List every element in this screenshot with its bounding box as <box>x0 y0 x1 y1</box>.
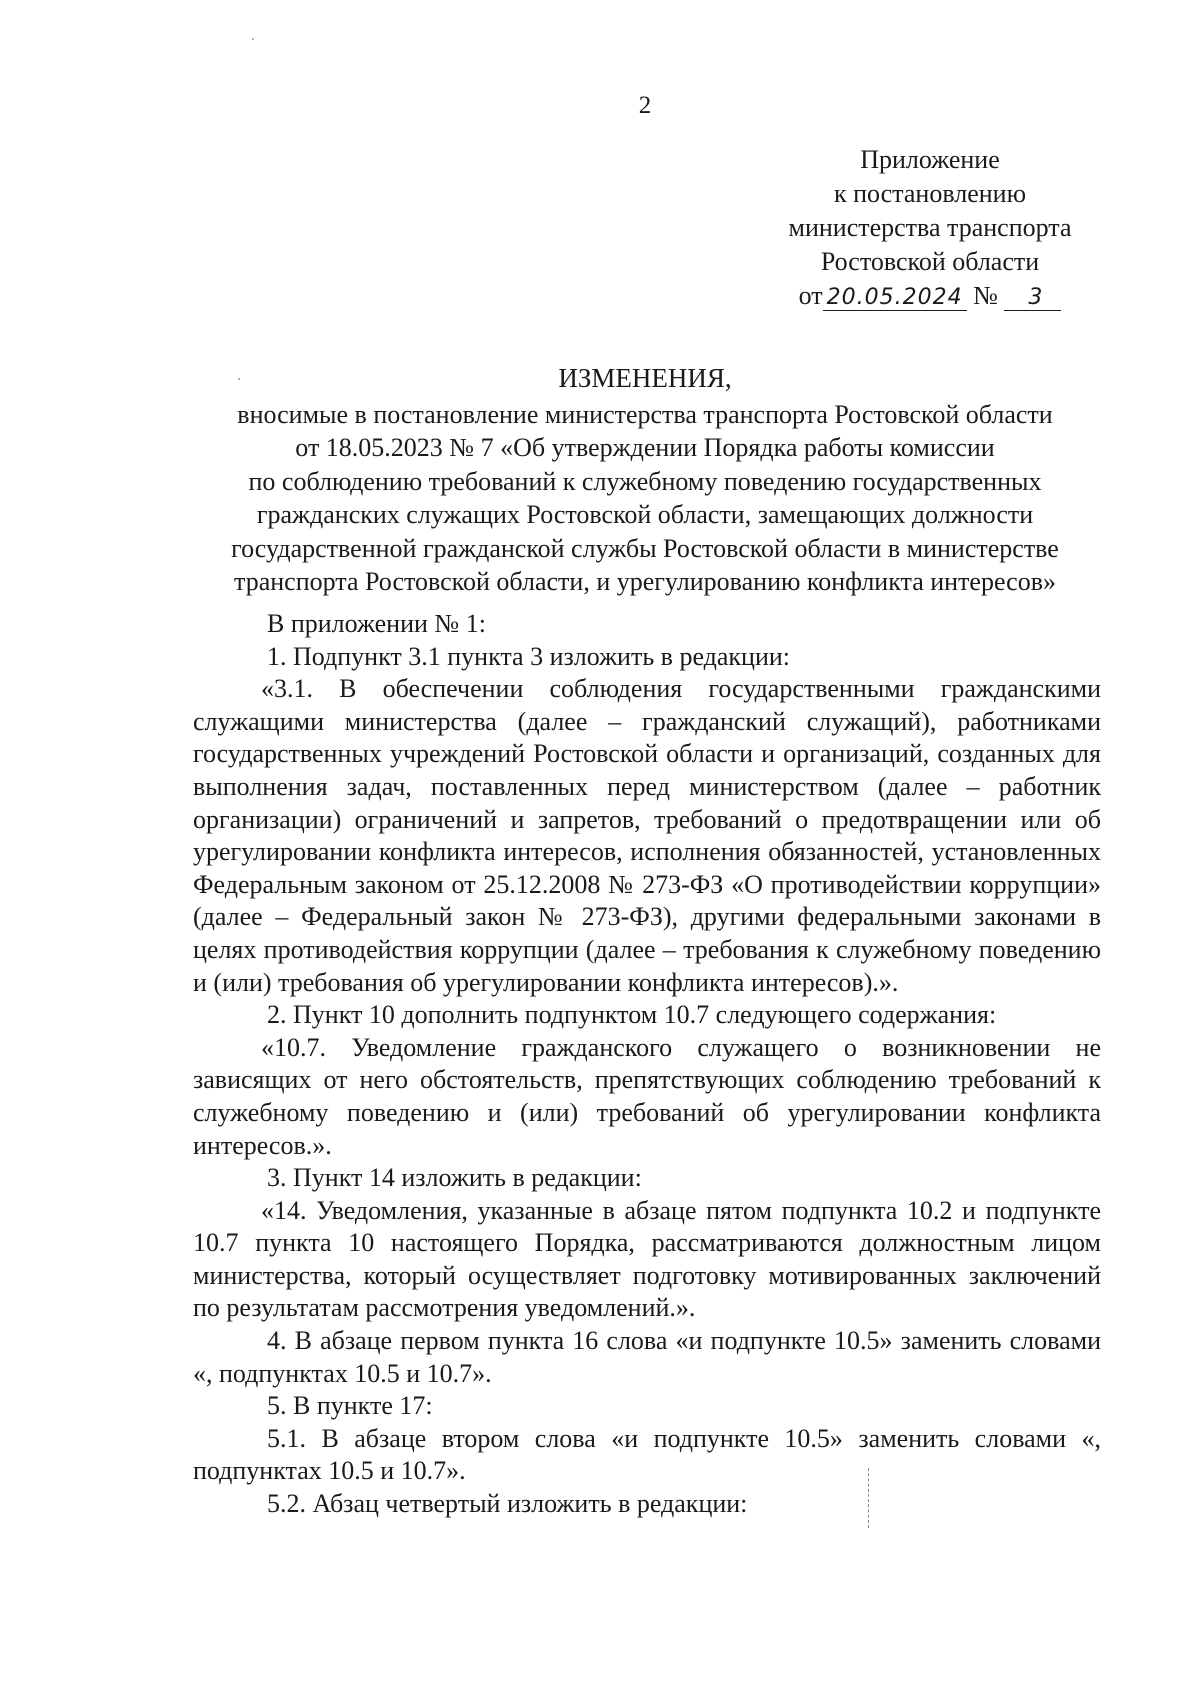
body-paragraph: 4. В абзаце первом пункта 16 слова «и подпункте 10.5» заменить словами «, подпунктах 10.5 и 10.7». <box>193 1326 1101 1388</box>
handwritten-number: 3 <box>1004 286 1061 311</box>
body-paragraph: «3.1. В обеспечении соблюдения государственными гражданскими служащими министерства (далее – гражданский служащий), работниками государственных учреждений Ростовской области и организаций, созданных для выполнения задач, поставленных перед министерством (далее – работник организации) ограничений и запретов, требований о предотвращении или об урегулировании конфликта интересов, исполнения обязанностей, установленных Федеральным законом от 25.12.2008 № 273-ФЗ «О противодействии коррупции» (далее – Федеральный закон № 273-ФЗ), другими федеральными законами в целях противодействия коррупции (далее – требования к служебному поведению и (или) требования об урегулировании конфликта интересов).». <box>193 674 1101 997</box>
body-paragraph: 2. Пункт 10 дополнить подпунктом 10.7 следующего содержания: <box>267 1000 997 1030</box>
title-line: по соблюдению требований к служебному поведению государственных <box>248 466 1042 496</box>
document-title <box>150 362 1140 599</box>
document-body <box>193 608 1101 1521</box>
appendix-block <box>760 143 1100 313</box>
body-paragraph: 5. В пункте 17: <box>267 1391 433 1421</box>
title-line: от 18.05.2023 № 7 «Об утверждении Порядка работы комиссии <box>295 433 995 462</box>
appendix-date-line <box>760 279 1100 313</box>
title-heading: ИЗМЕНЕНИЯ, <box>558 363 732 393</box>
body-paragraph: 1. Подпункт 3.1 пункта 3 изложить в редакции: <box>267 641 791 671</box>
handwritten-date: 20.05.2024 <box>823 286 967 311</box>
title-line: гражданских служащих Ростовской области, замещающих должности <box>256 500 1034 529</box>
scan-artifact-line <box>868 1468 869 1528</box>
body-paragraph: 5.2. Абзац четвертый изложить в редакции: <box>267 1489 748 1519</box>
appendix-line: к постановлению <box>833 179 1027 208</box>
scan-speck <box>238 378 240 380</box>
body-paragraph: 5.1. В абзаце втором слова «и подпункте 10.5» заменить словами «, подпунктах 10.5 и 10.7». <box>193 1423 1101 1486</box>
body-paragraph: «14. Уведомления, указанные в абзаце пятом подпункта 10.2 и подпункте 10.7 пункта 10 настоящего Порядка, рассматриваются должностным лицом министерства, который осуществляет подготовку мотивированных заключений по результатам рассмотрения уведомлений.». <box>193 1195 1101 1323</box>
appendix-line: министерства транспорта <box>788 213 1072 242</box>
date-prefix: от <box>798 281 823 310</box>
appendix-line: Приложение <box>860 145 1000 174</box>
appendix-line: Ростовской области <box>820 247 1040 276</box>
title-line: транспорта Ростовской области, и урегулированию конфликта интересов» <box>234 567 1056 596</box>
number-label: № <box>973 281 998 310</box>
title-line: государственной гражданской службы Ростовской области в министерстве <box>231 533 1059 563</box>
page-number: 2 <box>638 92 652 119</box>
scan-speck <box>252 38 254 40</box>
body-paragraph: 3. Пункт 14 изложить в редакции: <box>267 1163 642 1193</box>
title-line: вносимые в постановление министерства транспорта Ростовской области <box>237 399 1053 429</box>
body-paragraph: «10.7. Уведомление гражданского служащего о возникновении не зависящих от него обстоятельств, препятствующих соблюдению требований к служебному поведению и (или) требований об урегулировании конфликта интересов.». <box>193 1032 1101 1160</box>
body-paragraph: В приложении № 1: <box>267 609 486 638</box>
